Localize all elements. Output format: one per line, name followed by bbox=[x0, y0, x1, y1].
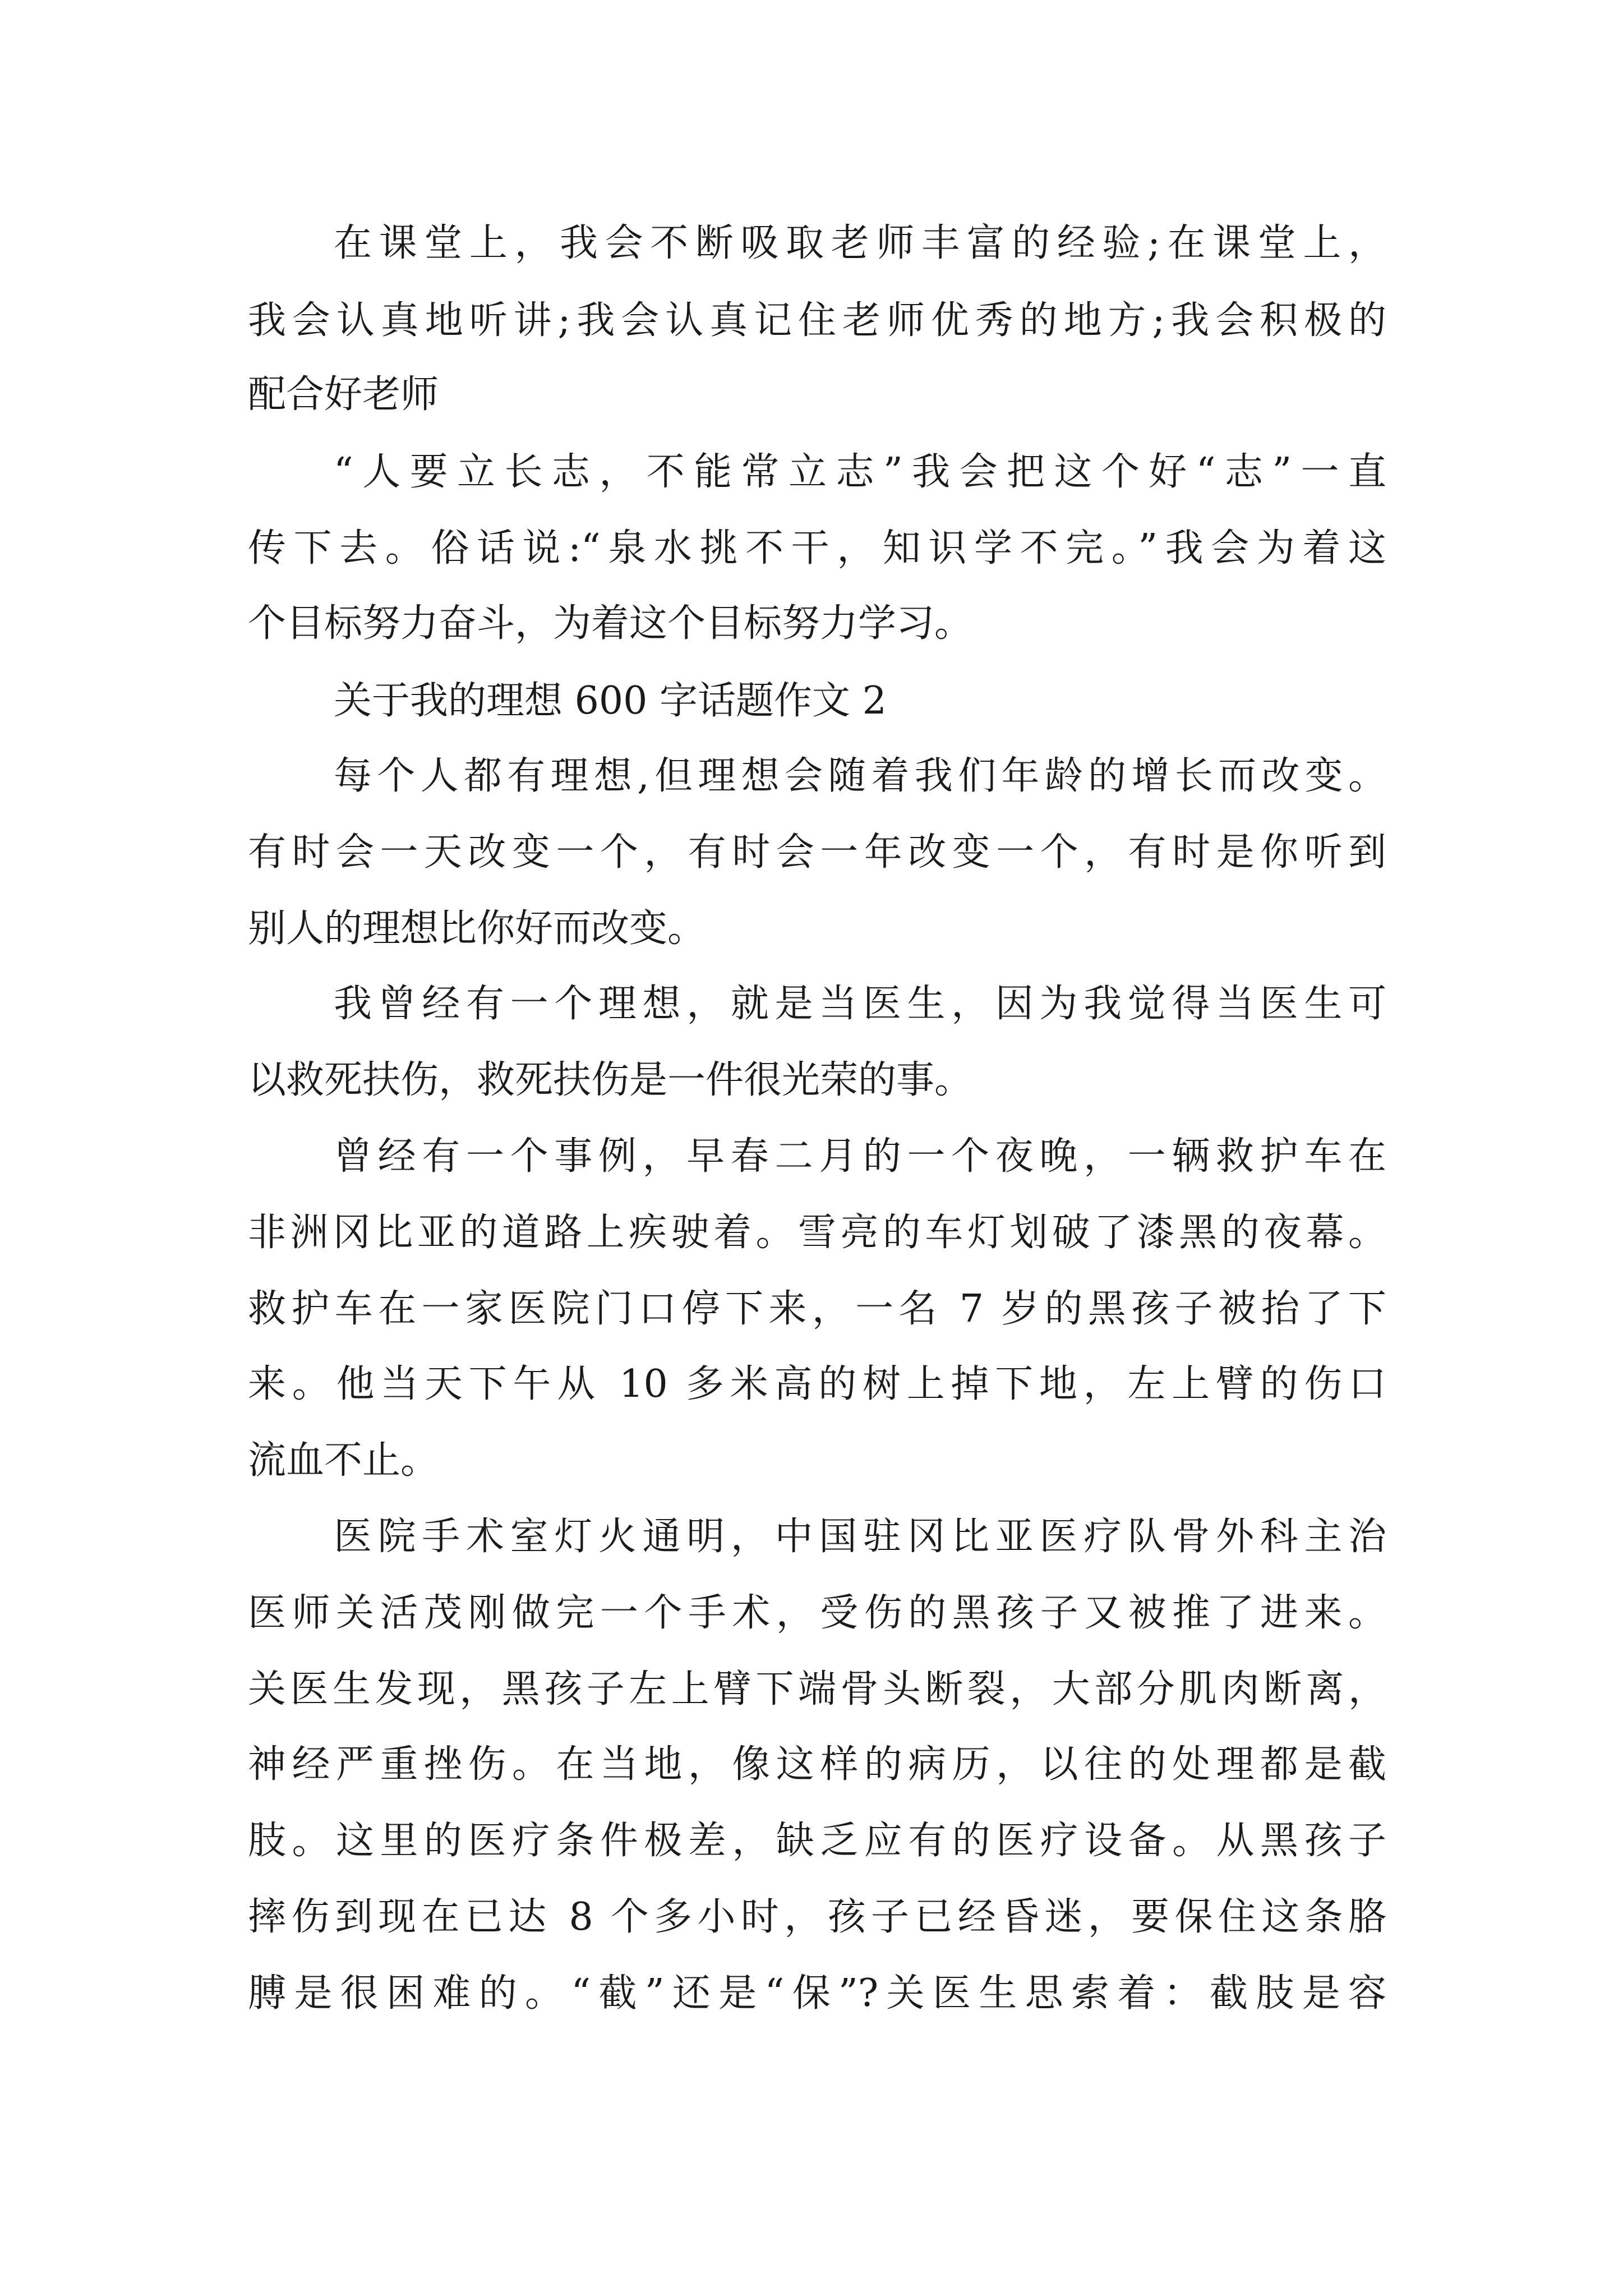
text-line: 膊是很困难的。“截”还是“保”?关医生思索着：截肢是容 bbox=[248, 1971, 1386, 2016]
text-line: 救护车在一家医院门口停下来，一名 7 岁的黑孩子被抬了下 bbox=[248, 1287, 1386, 1331]
text-line: 来。他当天下午从 10 多米高的树上掉下地，左上臂的伤口 bbox=[248, 1362, 1386, 1406]
text-line: 以救死扶伤，救死扶伤是一件很光荣的事。 bbox=[248, 1058, 973, 1102]
text-line: “人要立长志，不能常立志”我会把这个好“志”一直 bbox=[334, 450, 1386, 494]
text-line: 有时会一天改变一个，有时会一年改变一个，有时是你听到 bbox=[248, 830, 1386, 875]
text-line: 配合好老师 bbox=[248, 372, 439, 417]
text-line: 个目标努力奋斗，为着这个目标努力学习。 bbox=[248, 601, 973, 646]
text-line: 摔伤到现在已达 8 个多小时，孩子已经昏迷，要保住这条胳 bbox=[248, 1895, 1386, 1939]
text-line: 每个人都有理想,但理想会随着我们年龄的增长而改变。 bbox=[334, 754, 1386, 798]
text-line: 神经严重挫伤。在当地，像这样的病历，以往的处理都是截 bbox=[248, 1742, 1386, 1787]
text-line: 我曾经有一个理想，就是当医生，因为我觉得当医生可 bbox=[334, 982, 1386, 1026]
text-line: 我会认真地听讲;我会认真记住老师优秀的地方;我会积极的 bbox=[248, 298, 1386, 343]
text-line: 非洲冈比亚的道路上疾驶着。雪亮的车灯划破了漆黑的夜幕。 bbox=[248, 1211, 1386, 1255]
text-line: 肢。这里的医疗条件极差，缺乏应有的医疗设备。从黑孩子 bbox=[248, 1819, 1386, 1863]
text-line: 别人的理想比你好而改变。 bbox=[248, 907, 706, 951]
text-line: 传下去。俗话说:“泉水挑不干，知识学不完。”我会为着这 bbox=[248, 526, 1386, 570]
text-line: 在课堂上，我会不断吸取老师丰富的经验;在课堂上， bbox=[334, 221, 1386, 265]
text-line: 关医生发现，黑孩子左上臂下端骨头断裂，大部分肌肉断离， bbox=[248, 1667, 1386, 1711]
text-line: 医院手术室灯火通明，中国驻冈比亚医疗队骨外科主治 bbox=[334, 1515, 1386, 1559]
section-heading: 关于我的理想 600 字话题作文 2 bbox=[334, 679, 887, 723]
text-line: 流血不止。 bbox=[248, 1438, 439, 1483]
text-line: 医师关活茂刚做完一个手术，受伤的黑孩子又被推了进来。 bbox=[248, 1591, 1386, 1635]
text-line: 曾经有一个事例，早春二月的一个夜晚，一辆救护车在 bbox=[334, 1134, 1386, 1179]
